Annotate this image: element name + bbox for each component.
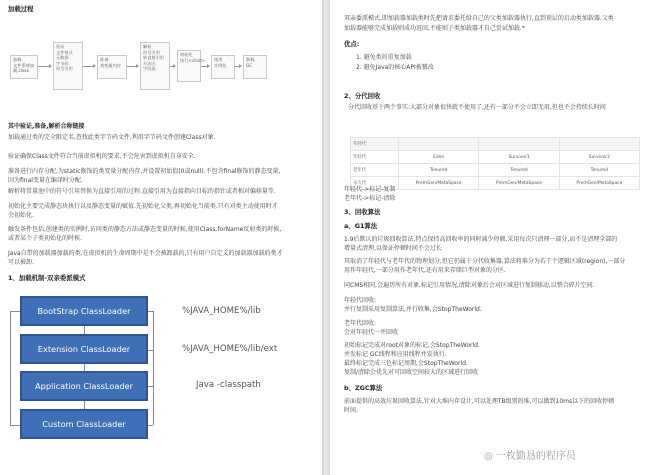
flow-step-line: 符号引用 bbox=[56, 66, 73, 72]
paragraph: 会初始化. bbox=[8, 212, 34, 219]
table-cell: 老年代 bbox=[351, 164, 399, 177]
table-cell bbox=[559, 138, 639, 151]
paragraph: Java自带的加载器加载的类,在虚拟机的生命周期中是不会被卸载的,只有用户自定义的加载器加载的类才 bbox=[8, 250, 283, 257]
paragraph: 时间. bbox=[344, 407, 358, 414]
flow-step-6 bbox=[211, 55, 235, 79]
flow-step-line: 元数据 bbox=[56, 55, 69, 61]
flow-step-line: 载.class bbox=[13, 68, 29, 74]
delegation-line bbox=[84, 401, 85, 409]
delegation-line bbox=[10, 425, 20, 426]
flow-step-title: 准备 bbox=[100, 57, 109, 62]
paragraph: 验证确保Class文件符合当前虚拟机的要求,不会危害到虚拟机自身安全. bbox=[8, 153, 196, 160]
list-item: 2. 避免Java的核心API被篡改 bbox=[356, 64, 434, 71]
table-cell: PremGen/MetaSpace bbox=[399, 177, 479, 190]
paragraph: 因为final变量在编译时分配. bbox=[8, 177, 83, 184]
table-cell: Tenured bbox=[559, 164, 639, 177]
flow-arrow bbox=[83, 66, 95, 67]
extension-classloader-box: Extension ClassLoader bbox=[20, 334, 148, 364]
table-cell: Tenured bbox=[479, 164, 559, 177]
paragraph: 并发标记 GC线程和应用线程并发执行. bbox=[344, 351, 447, 358]
table-row bbox=[351, 151, 640, 164]
generation-table bbox=[350, 137, 640, 190]
table-cell: Survivor1 bbox=[479, 151, 559, 164]
paragraph: 加载通过类的完全限定名,查找此类字节码文件,利用字节码文件创建Class对象. bbox=[8, 134, 216, 141]
flow-step-title: 验证 bbox=[56, 44, 65, 49]
delegation-line bbox=[10, 311, 20, 312]
paragraph: 触发条件包括,创建类的实例时,访问类的静态方法或静态变量的时候,使用Class.forName反射类的时候, bbox=[8, 226, 282, 233]
table-cell: Tenured bbox=[399, 164, 479, 177]
paragraph: 1.9后默认的垃圾回收算法,特点保持高回收率的同时减少停顿.采用每次只清理一部分,而不是清理全部的 bbox=[344, 236, 618, 243]
loader-path: Java -classpath bbox=[196, 380, 261, 390]
young-gc-title: 年轻代回收: bbox=[344, 297, 377, 304]
note: 年轻代->标记-复制 bbox=[344, 186, 396, 193]
flow-step-line: 类变量内存 bbox=[100, 62, 121, 68]
watermark bbox=[484, 447, 576, 462]
paragraph: 其中验证,准备,解析合称链接 bbox=[8, 123, 85, 130]
table-cell: 年轻代 bbox=[351, 151, 399, 164]
flow-step-line: 执行<clinit> bbox=[180, 57, 206, 63]
table-row bbox=[351, 164, 640, 177]
paragraph: 用作年轻代,一部分用作老年代,还有用来存储巨型对象的分区. bbox=[344, 267, 506, 274]
delegation-line bbox=[148, 350, 153, 351]
list-item: 1. 避免类的重复加载 bbox=[356, 54, 412, 61]
delegation-line bbox=[148, 311, 153, 312]
flow-step-line: GC bbox=[246, 62, 253, 68]
flow-step-title: 卸载 bbox=[246, 57, 255, 62]
table-cell: Eden bbox=[399, 151, 479, 164]
custom-classloader-box: Custom ClassLoader bbox=[20, 409, 148, 439]
paragraph: 会对年轻代一并回收 bbox=[344, 329, 399, 336]
table-cell: 年轻代 bbox=[351, 138, 399, 151]
paragraph: 准备进行内存分配,为static修饰的类变量分配内存,并设置初始值(0或null).不包含final修饰的静态变量, bbox=[8, 168, 281, 175]
flow-step-line: 字节码 bbox=[56, 60, 69, 66]
paragraph: 并行复制采用复制算法,并行收集,会StopTheWorld. bbox=[344, 306, 482, 313]
flow-step-title: 初始化 bbox=[180, 52, 193, 57]
delegation-line bbox=[148, 386, 153, 387]
table-cell: PremGen/MetaSpace bbox=[479, 177, 559, 190]
flow-step-title: 加载 bbox=[13, 57, 22, 62]
flow-step-4 bbox=[140, 42, 170, 90]
paragraph: 加载器能够完成加载则成功返回,不能则子类加载器才自己尝试加载.* bbox=[344, 25, 525, 32]
flow-arrow bbox=[235, 66, 241, 67]
generational-title: 2、分代回收 bbox=[344, 92, 381, 100]
flow-step-line: 方法区 bbox=[143, 60, 156, 66]
delegation-line bbox=[10, 311, 11, 425]
flow-step-line: 文件系统加 bbox=[13, 62, 34, 68]
paragraph: 初始化主要完成静态块执行以及静态变量的赋值.先初始化父类,再初始化当前类.只有对类主动使用时才 bbox=[8, 203, 278, 210]
table-cell: Survivor2 bbox=[559, 151, 639, 164]
g1-title: a、G1算法 bbox=[344, 222, 378, 230]
flow-step-1 bbox=[10, 55, 38, 79]
paragraph: 初始标记完成对root对象的标记,会StopTheWorld. bbox=[344, 342, 480, 349]
loader-path: %JAVA_HOME%/lib/ext bbox=[182, 344, 278, 354]
paragraph: 复制/清除会优先对可回收空间较大的区域进行回收 bbox=[344, 369, 479, 376]
flow-step-line: 符号引用 bbox=[143, 49, 160, 55]
gc-algorithm-title: 3、回收算法 bbox=[344, 208, 381, 216]
flow-arrow bbox=[127, 66, 138, 67]
table-row bbox=[351, 138, 640, 151]
application-classloader-box: Application ClassLoader bbox=[20, 371, 148, 401]
watermark-text: 一枚勤恳的程序员 bbox=[495, 451, 576, 462]
paragraph: 双亲委派模式,即加载器加载类时先把请求委托给自己的父类加载器执行,直到顶层的启动类加载器.父类 bbox=[344, 15, 614, 22]
loader-path: %JAVA_HOME%/lib bbox=[182, 306, 261, 316]
paragraph: 其取消了年轻代与老年代的物理划分,但它仍属于分代收集器,算法将堆分为若干个逻辑区域(region),一部分 bbox=[344, 258, 626, 265]
flow-step-3 bbox=[97, 55, 127, 79]
paragraph: 解析将常量池中的符号引用替换为直接引用的过程.直接引用为直接指向目标的指针或者相对偏移量等. bbox=[8, 188, 276, 195]
paragraph: 或者某个子类初始化的时候. bbox=[8, 235, 82, 242]
table-cell bbox=[399, 138, 479, 151]
flow-step-7 bbox=[243, 55, 267, 79]
page-gutter bbox=[322, 0, 330, 475]
paragraph: 可以被卸. bbox=[8, 259, 34, 266]
flow-step-title: 解析 bbox=[143, 44, 152, 49]
flow-arrow bbox=[170, 66, 175, 67]
delegation-line bbox=[148, 425, 153, 426]
note: 老年代->标记-清除 bbox=[344, 195, 396, 202]
table-cell: 永久代 bbox=[351, 177, 399, 190]
advantages-title: 优点: bbox=[344, 40, 360, 48]
classloader-heading: 1、加载机制-双亲委派模式 bbox=[8, 274, 86, 282]
paragraph: 同CMS相同,会遍历所有对象,标记引用情况,清除对象后会对区域进行复制移动,以整合碎片空间. bbox=[344, 282, 595, 289]
delegation-line bbox=[84, 326, 85, 334]
flow-step-5 bbox=[177, 50, 206, 82]
table-cell: PremGen/MetaSpace bbox=[559, 177, 639, 190]
watermark-logo-icon: ◎ bbox=[484, 451, 496, 462]
zgc-title: b、ZGC算法 bbox=[344, 384, 383, 392]
flow-step-line: 实例化 bbox=[214, 62, 227, 68]
table-cell bbox=[479, 138, 559, 151]
section-title: 加载过程 bbox=[8, 5, 34, 13]
delegation-line bbox=[153, 311, 154, 425]
flow-arrow bbox=[38, 66, 51, 67]
paragraph: 前面提供的高效垃圾回收算法,针对大堆内存设计,可以处理TB级别的堆,可以做到10ms以下的回收停顿 bbox=[344, 398, 615, 405]
flow-step-line: 字段表 bbox=[143, 66, 156, 72]
bootstrap-classloader-box: BootStrap ClassLoader bbox=[20, 296, 148, 326]
paragraph: 分代回收基于两个事实:大部分对象很快就不使用了,还有一部分不会立即无用,但也不会持续长时间 bbox=[348, 104, 606, 111]
flow-step-2 bbox=[53, 42, 83, 90]
paragraph: 增量式清理,以保证停顿时间不会过长 bbox=[344, 245, 442, 252]
flow-step-title: 使用 bbox=[214, 57, 223, 62]
flow-step-line: 转直接引用 bbox=[143, 55, 164, 61]
paragraph: 最终标记完成三色标记周期,会StopTheWorld. bbox=[344, 360, 468, 367]
flow-step-line: 文件格式 bbox=[56, 49, 73, 55]
old-gc-title: 老年代回收: bbox=[344, 320, 377, 327]
flow-arrow bbox=[201, 66, 209, 67]
